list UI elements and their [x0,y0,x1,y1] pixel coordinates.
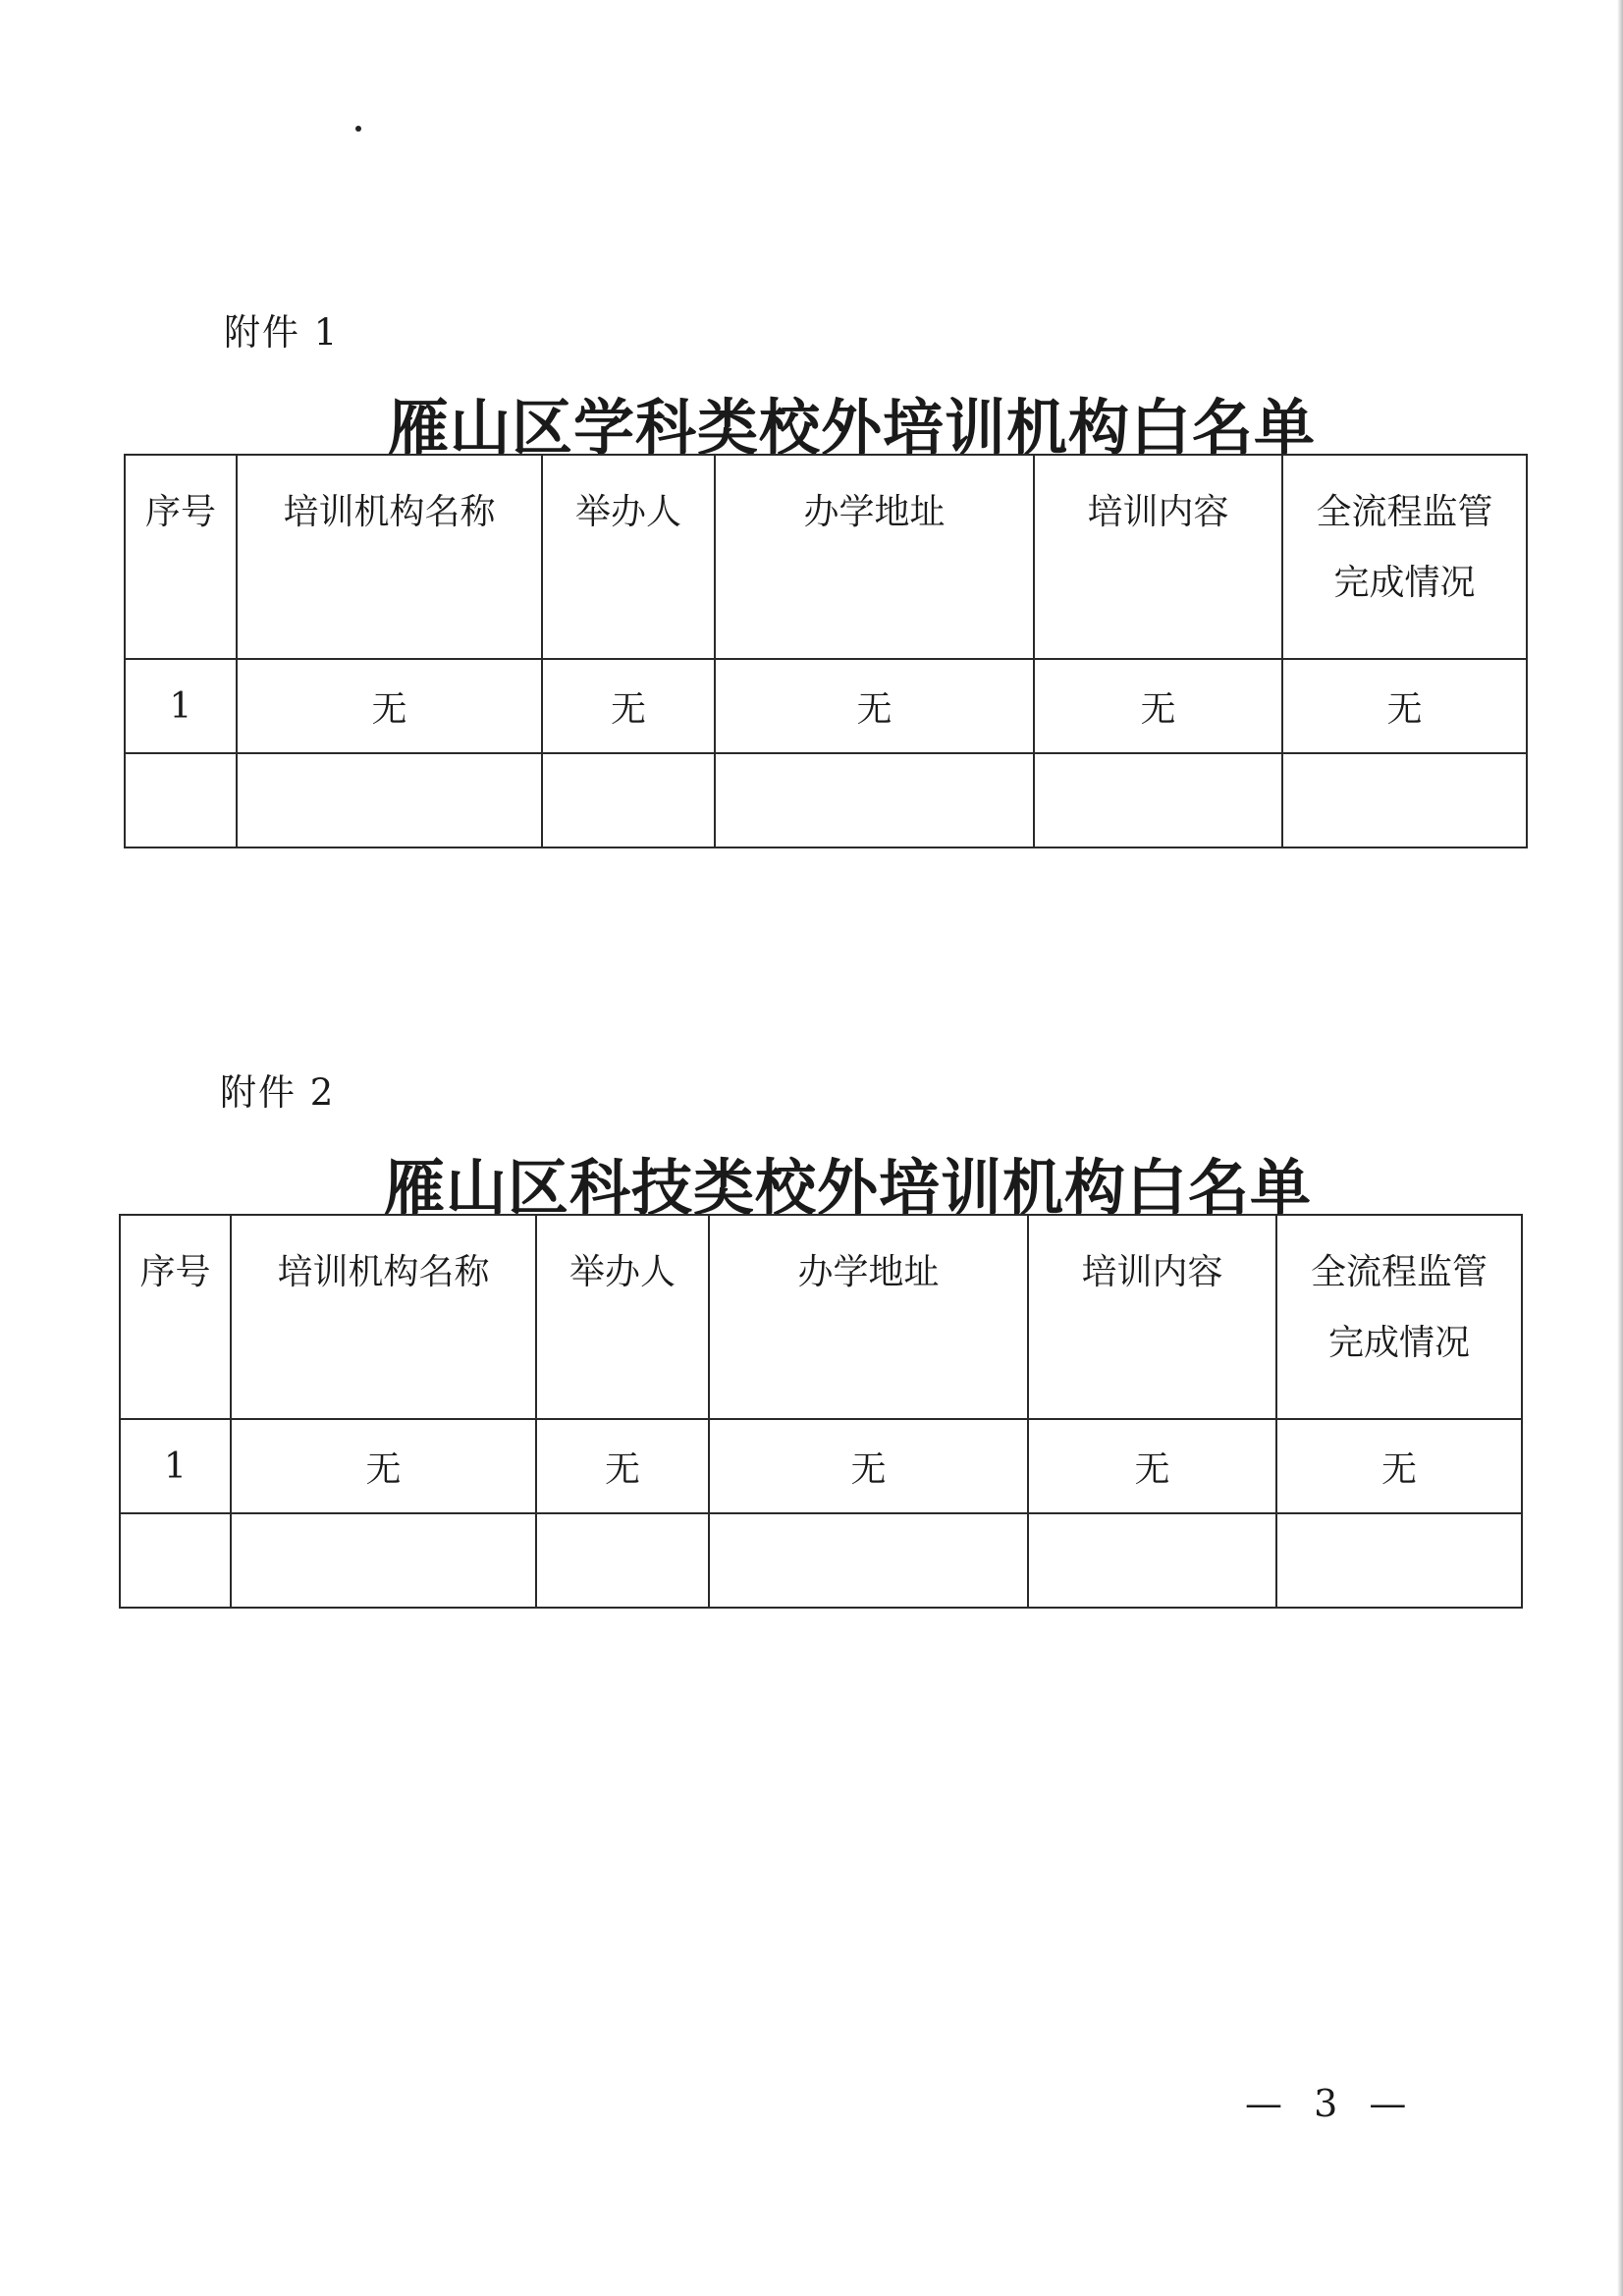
column-header-index: 序号 [125,455,237,659]
table-cell [1282,753,1527,847]
column-header-supervision-status: 全流程监管完成情况 [1282,455,1527,659]
table-cell: 1 [120,1419,231,1513]
table-cell: 无 [1034,659,1282,753]
table-header-row [120,1215,1522,1419]
column-header-address: 办学地址 [715,455,1034,659]
table-header-row [125,455,1527,659]
column-header-index: 序号 [120,1215,231,1419]
scan-speck [355,126,361,132]
table-cell: 无 [536,1419,709,1513]
attachment-2-table [119,1214,1523,1609]
column-header-supervision-status: 全流程监管完成情况 [1276,1215,1522,1419]
column-header-address: 办学地址 [709,1215,1028,1419]
table-cell [715,753,1034,847]
column-header-content: 培训内容 [1028,1215,1276,1419]
table-row [125,753,1527,847]
table-cell [1028,1513,1276,1608]
table-cell: 无 [1028,1419,1276,1513]
table-cell: 无 [542,659,715,753]
table-cell: 1 [125,659,237,753]
table-cell: 无 [709,1419,1028,1513]
page-number: — 3 — [1245,2082,1417,2125]
column-header-org-name: 培训机构名称 [231,1215,536,1419]
attachment-1-label: 附件 1 [224,311,340,354]
table-cell [709,1513,1028,1608]
table-cell [1034,753,1282,847]
table-cell [542,753,715,847]
table-cell [237,753,542,847]
table-cell [120,1513,231,1608]
attachment-1-title: 雁山区学科类校外培训机构白名单 [388,392,1317,464]
table-row [125,659,1527,753]
table-cell [125,753,237,847]
table-cell [536,1513,709,1608]
table-cell: 无 [237,659,542,753]
table-cell: 无 [1282,659,1527,753]
table-cell: 无 [231,1419,536,1513]
attachment-1-table [124,454,1528,848]
column-header-organizer: 举办人 [542,455,715,659]
column-header-org-name: 培训机构名称 [237,455,542,659]
table-cell: 无 [715,659,1034,753]
attachment-2-label: 附件 2 [220,1071,336,1114]
attachment-2-title: 雁山区科技类校外培训机构白名单 [384,1152,1313,1224]
table-row [120,1513,1522,1608]
table-cell [231,1513,536,1608]
table-cell [1276,1513,1522,1608]
table-cell: 无 [1276,1419,1522,1513]
table-row [120,1419,1522,1513]
column-header-organizer: 举办人 [536,1215,709,1419]
page-edge-shadow [1617,0,1623,2296]
column-header-content: 培训内容 [1034,455,1282,659]
